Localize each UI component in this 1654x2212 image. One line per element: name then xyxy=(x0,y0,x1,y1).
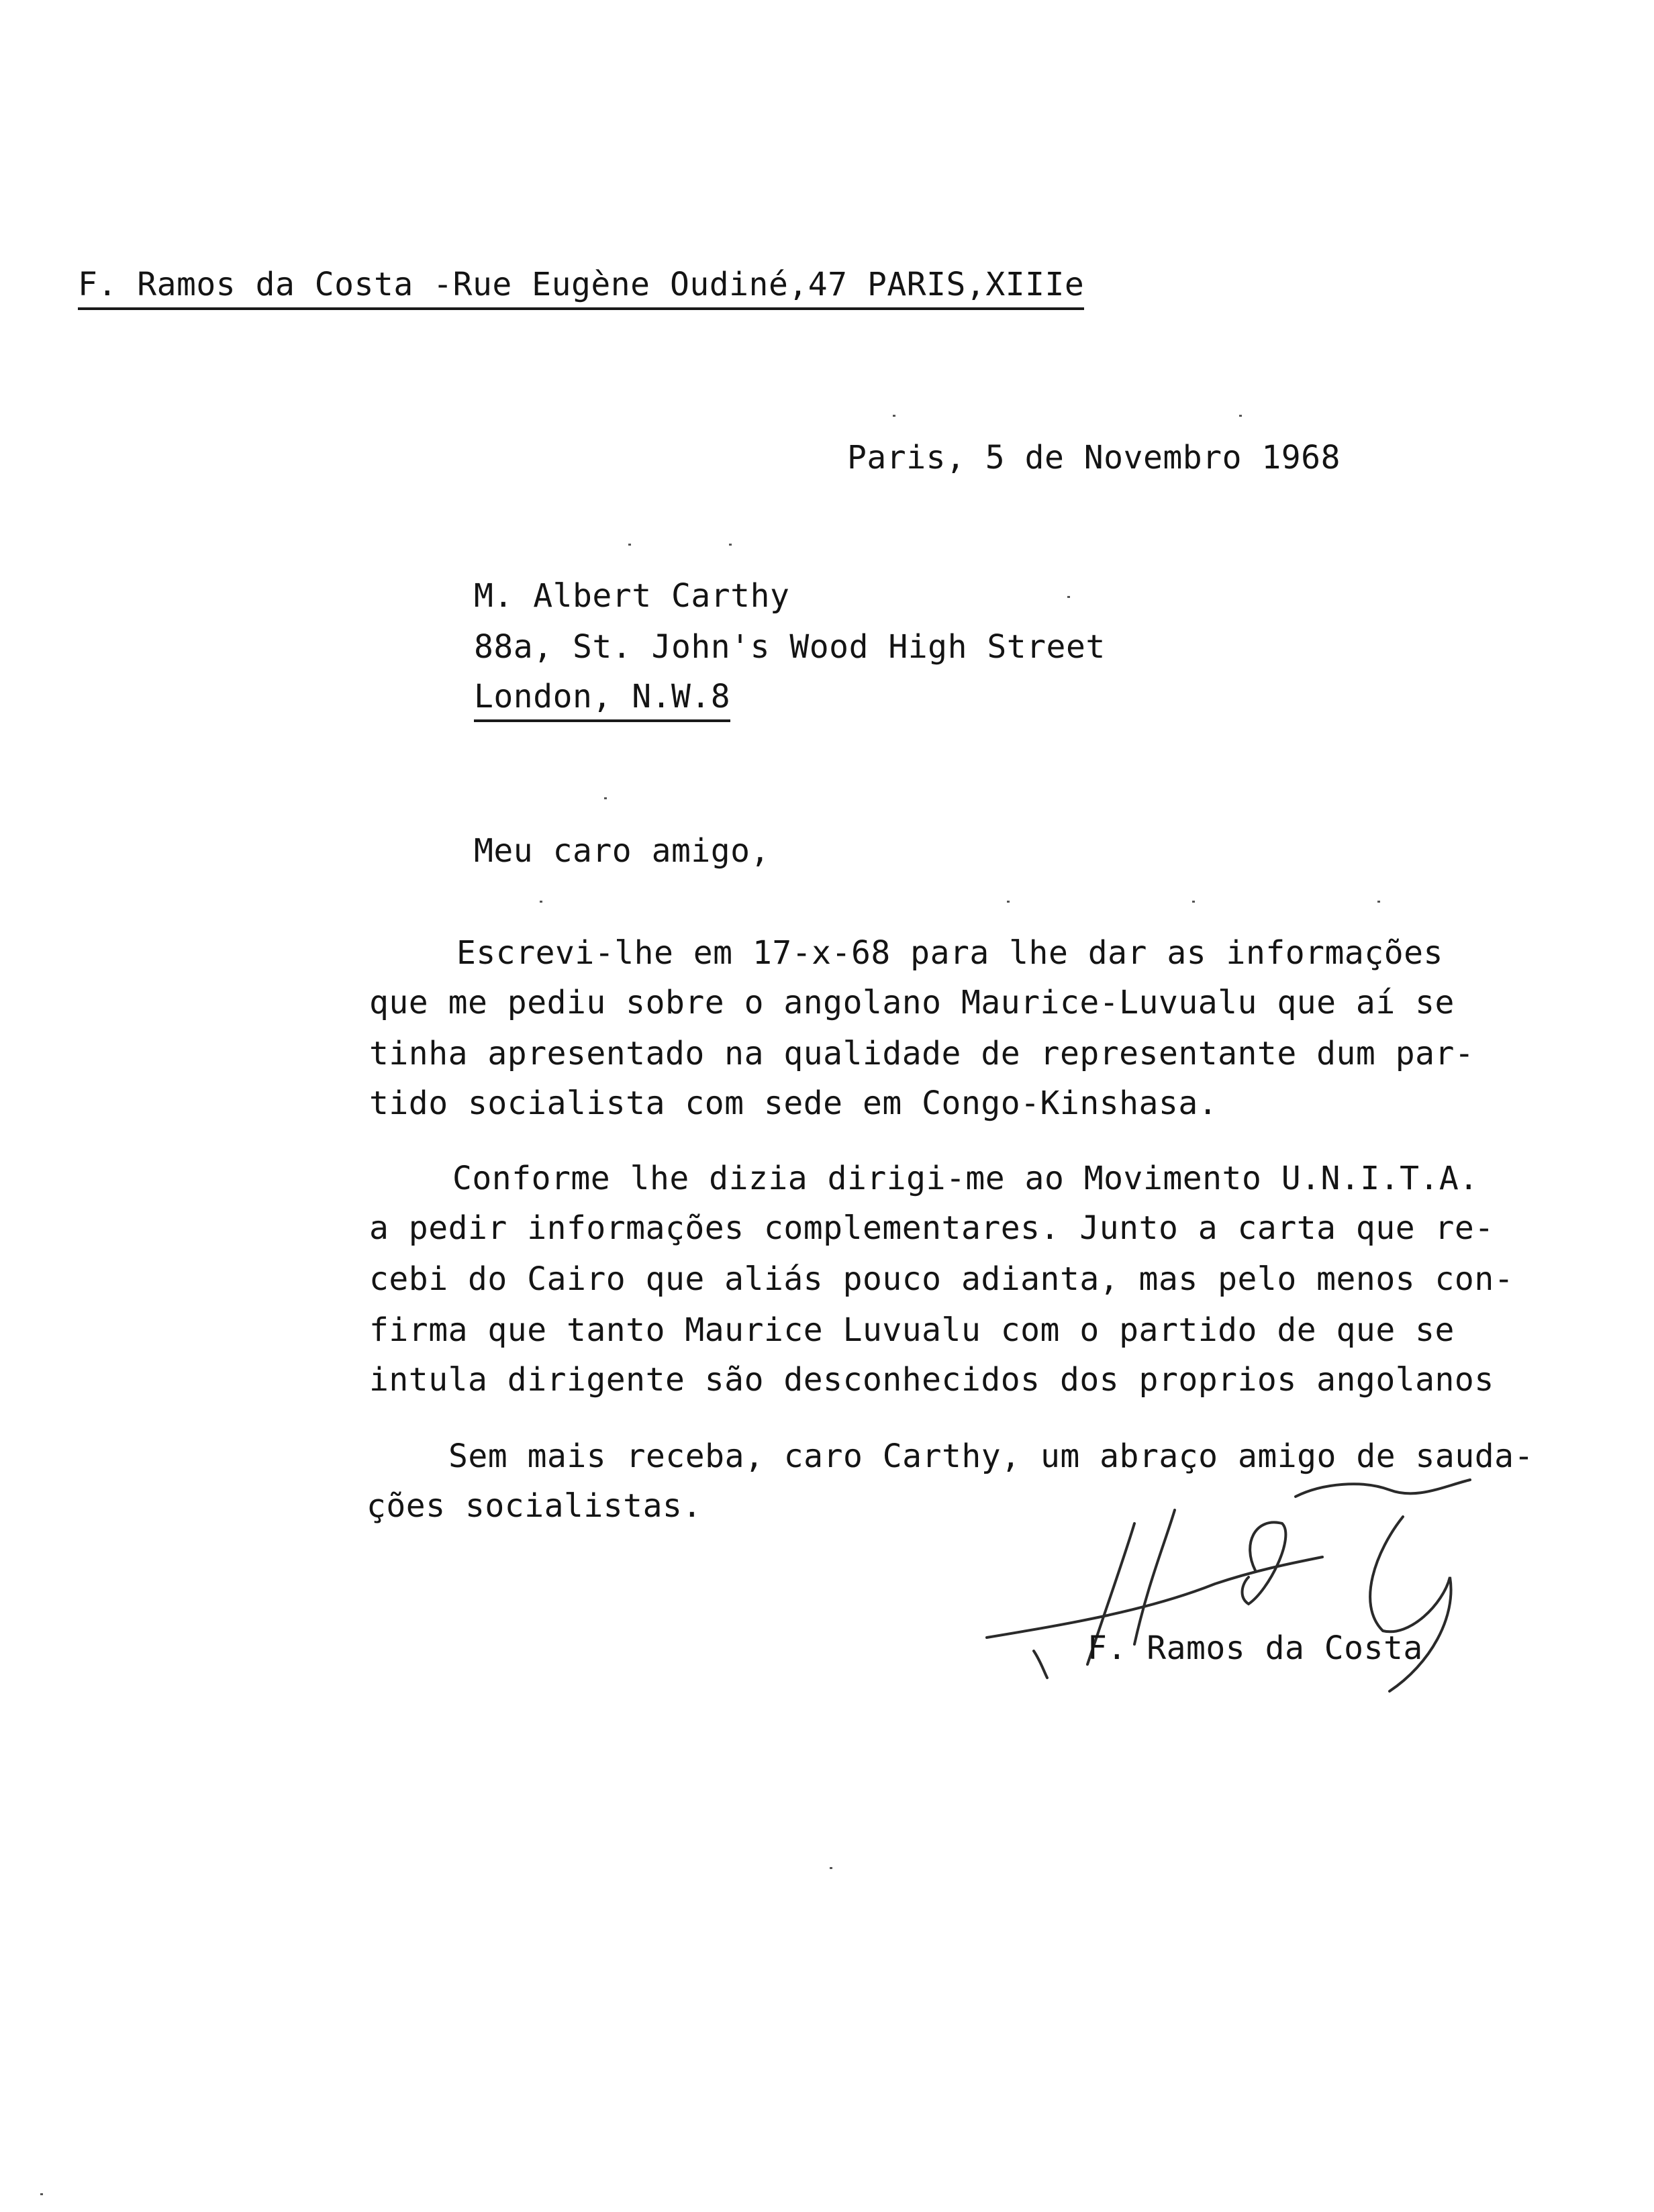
handwritten-signature xyxy=(973,1470,1497,1711)
scan-speck xyxy=(40,2193,43,2195)
paragraph-2-line: a pedir informações complementares. Junto a carta que re- xyxy=(369,1209,1494,1247)
dateline: Paris, 5 de Novembro 1968 xyxy=(847,439,1341,476)
paragraph-2-line: Conforme lhe dizia dirigi-me ao Movimento U.N.I.T.A. xyxy=(452,1160,1479,1197)
scan-speck xyxy=(729,544,732,546)
scan-speck xyxy=(1007,901,1010,903)
closing-line: Sem mais receba, caro Carthy, um abraço amigo de sauda- xyxy=(448,1438,1534,1475)
letterhead: F. Ramos da Costa -Rue Eugène Oudiné,47 PARIS,XIIIe xyxy=(78,264,1084,310)
scan-speck xyxy=(1239,415,1242,417)
paragraph-2-line: cebi do Cairo que aliás pouco adianta, mas pelo menos con- xyxy=(369,1260,1514,1298)
paragraph-2-line: intula dirigente são desconhecidos dos proprios angolanos xyxy=(369,1361,1494,1399)
paragraph-2-line: firma que tanto Maurice Luvualu com o partido de que se xyxy=(369,1311,1455,1349)
scan-speck xyxy=(830,1867,832,1869)
paragraph-1-line: Escrevi-lhe em 17-x-68 para lhe dar as informações xyxy=(456,934,1443,972)
scan-speck xyxy=(1192,901,1195,903)
recipient-city: London, N.W.8 xyxy=(474,676,730,722)
scan-speck xyxy=(1377,901,1380,903)
paragraph-1-line: que me pediu sobre o angolano Maurice-Luvualu que aí se xyxy=(369,984,1455,1021)
scan-speck xyxy=(628,544,631,546)
paragraph-1-line: tinha apresentado na qualidade de representante dum par- xyxy=(369,1035,1475,1072)
scan-speck xyxy=(604,797,607,799)
scan-speck xyxy=(893,415,895,417)
closing-line: ções socialistas. xyxy=(367,1487,702,1525)
recipient-street: 88a, St. John's Wood High Street xyxy=(474,628,1106,666)
recipient-name: M. Albert Carthy xyxy=(474,577,790,615)
salutation: Meu caro amigo, xyxy=(474,832,770,870)
scan-speck xyxy=(540,901,542,903)
paragraph-1-line: tido socialista com sede em Congo-Kinshasa. xyxy=(369,1085,1218,1122)
signatory-name: F. Ramos da Costa xyxy=(1087,1629,1423,1667)
scan-speck xyxy=(1067,596,1070,598)
